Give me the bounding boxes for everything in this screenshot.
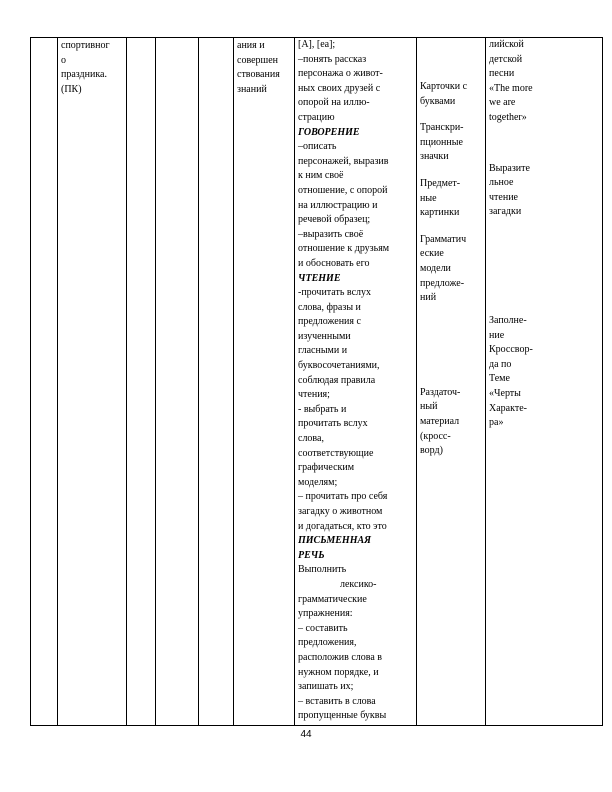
table-cell-6 <box>234 38 295 726</box>
listening-objectives: [A], [ea]; –понять рассказ персонажа о живот- ных своих друзей с опорой на иллю- страцию <box>298 39 383 123</box>
table-cell-1 <box>31 38 58 726</box>
materials-item-5: Раздаточ- ный материал (кросс- ворд) <box>420 386 461 457</box>
table-cell-9 <box>486 38 603 726</box>
table-cell-3 <box>127 38 156 726</box>
writing-objectives: грамматические упражнения: – составить предложения, расположив слова в нужном порядке, и запишать их; – вставить в слова пропущенные буквы <box>298 593 387 722</box>
table-cell-4 <box>156 38 199 726</box>
writing-intro-cont: лексико- <box>340 578 377 590</box>
reading-objectives: -прочитать вслух слова, фразы и предложения с изученными гласными и буквосочетаниями, соблюдая правила чтения; - выбрать и прочитать вслух слова, соответствующие графическим моделям; – прочитать про себя загадку о животном и догадаться, кто это <box>298 287 388 532</box>
page-number: 44 <box>300 729 312 740</box>
materials-item-3: Предмет- ные картинки <box>420 177 461 219</box>
materials-item-1: Карточки с буквами <box>420 81 468 107</box>
activity-item-3: Заполне- ние Кроссвор- да по Теме «Черты Характe- ра» <box>489 314 533 429</box>
table-cell-2 <box>58 38 127 726</box>
materials-item-4: Грамматич еские модели предложе- ний <box>420 233 467 304</box>
table-cell-8 <box>417 38 486 726</box>
activity-item-2: Выразите льное чтение загадки <box>489 162 530 218</box>
writing-heading: ПИСЬМЕННАЯ РЕЧЬ <box>298 535 372 561</box>
reading-heading: ЧТЕНИЕ <box>298 272 341 284</box>
topic-text: спортивног о праздника. (ПК) <box>61 40 110 95</box>
materials-item-2: Транскри- пционные значки <box>420 122 464 163</box>
activity-item-1: лийской детской песни «The more we are together» <box>489 39 533 123</box>
lesson-type-text: ания и совершен ствования знаний <box>237 40 280 95</box>
lesson-plan-table <box>30 37 603 726</box>
table-row <box>31 38 603 726</box>
writing-intro: Выполнить <box>298 564 347 576</box>
table-cell-5 <box>199 38 234 726</box>
speaking-objectives: –описать персонажей, выразив к ним своё отношение, с опорой на иллюстрацию и речевой образец; –выразить своё отношение к друзьям и обосновать его <box>298 141 390 269</box>
speaking-heading: ГОВОРЕНИЕ <box>298 126 360 138</box>
table-cell-7 <box>295 38 417 726</box>
